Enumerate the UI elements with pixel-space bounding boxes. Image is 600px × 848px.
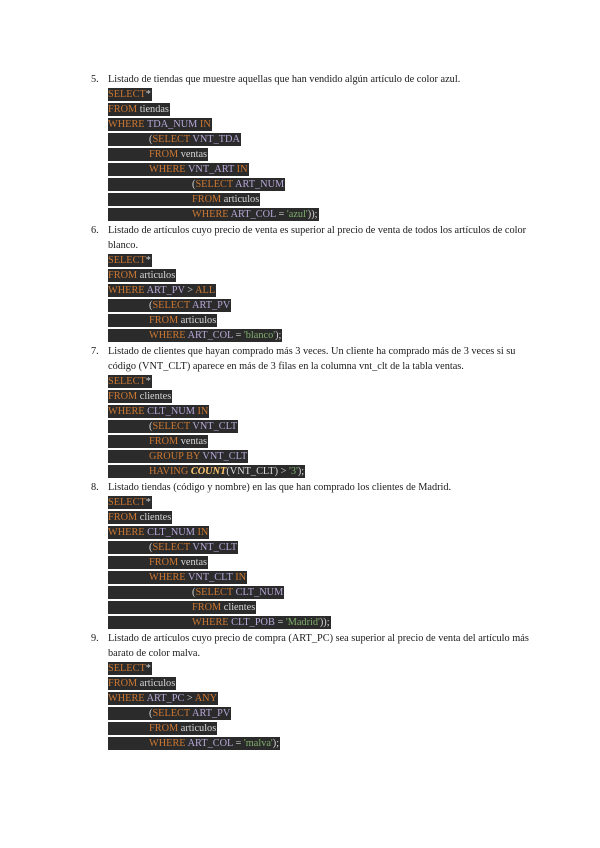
- code-line: [108, 526, 531, 541]
- code-token: FROM: [149, 723, 179, 734]
- code-token: );: [275, 330, 282, 341]
- code-line: [108, 692, 531, 707]
- code-token: SELECT: [108, 497, 146, 508]
- code-line-highlight: [108, 511, 172, 524]
- code-token: (: [149, 708, 153, 719]
- code-line-highlight: [108, 662, 152, 675]
- code-token: VNT_CLT: [190, 542, 238, 553]
- code-token: (VNT_CLT) >: [226, 466, 289, 477]
- code-token: CLT_NUM: [233, 587, 284, 598]
- code-token: FROM: [149, 315, 179, 326]
- code-token: FROM: [108, 104, 138, 115]
- exercise-item: [91, 223, 531, 344]
- code-line-highlight: [108, 299, 231, 312]
- code-line: [108, 299, 531, 314]
- code-line: [108, 496, 531, 511]
- code-line-highlight: [108, 420, 238, 433]
- code-token: ART_COL: [185, 330, 233, 341]
- code-token: clientes: [137, 391, 172, 402]
- code-token: *: [145, 376, 151, 387]
- code-token: (: [149, 542, 153, 553]
- code-line-highlight: [108, 375, 152, 388]
- code-token: VNT_CLT: [185, 572, 233, 583]
- code-token: 'azul': [286, 209, 308, 220]
- code-token: IN: [197, 119, 211, 130]
- code-token: >: [184, 285, 196, 296]
- exercise-description: Listado de artículos cuyo precio de venta es superior al precio de venta de todos los artículos de color blanco.: [108, 225, 527, 251]
- code-line-highlight: [108, 254, 152, 267]
- code-line: [108, 435, 531, 450]
- code-token: WHERE: [108, 527, 145, 538]
- exercise-item: [91, 631, 531, 752]
- code-line-highlight: [108, 405, 209, 418]
- code-token: COUNT: [190, 466, 227, 477]
- code-token: ventas: [178, 436, 208, 447]
- code-token: articulos: [178, 315, 217, 326]
- code-token: '3': [288, 466, 298, 477]
- code-line-highlight: [108, 329, 282, 342]
- exercise-number: 9.: [91, 633, 99, 644]
- code-token: SELECT: [108, 89, 146, 100]
- code-token: *: [145, 89, 151, 100]
- code-token: WHERE: [192, 209, 229, 220]
- code-line: [108, 662, 531, 677]
- exercise-item: [91, 480, 531, 631]
- code-line-highlight: [108, 496, 152, 509]
- code-token: );: [297, 466, 305, 477]
- exercise-description: Listado tiendas (código y nombre) en las que han comprado los clientes de Madrid.: [108, 482, 452, 493]
- exercise-heading: [91, 631, 531, 661]
- code-line: [108, 616, 531, 631]
- code-token: IN: [234, 164, 248, 175]
- code-line: [108, 375, 531, 390]
- code-token: IN: [194, 527, 209, 538]
- code-line-highlight: [108, 208, 319, 221]
- code-token: VNT_TDA: [190, 134, 240, 145]
- code-line-highlight: [108, 133, 241, 146]
- code-line-highlight: [108, 601, 256, 614]
- code-token: *: [145, 663, 151, 674]
- code-line: [108, 405, 531, 420]
- code-line-highlight: [108, 178, 285, 191]
- code-token: IN: [232, 572, 247, 583]
- code-token: *: [145, 255, 151, 266]
- sql-code-block: [108, 88, 531, 223]
- code-token: SELECT: [152, 421, 191, 432]
- code-token: ART_COL: [228, 209, 276, 220]
- code-line: [108, 178, 531, 193]
- exercise-heading: [91, 480, 531, 495]
- code-token: SELECT: [195, 179, 234, 190]
- code-token: CLT_NUM: [144, 406, 195, 417]
- code-token: WHERE: [192, 617, 229, 628]
- code-line-highlight: [108, 737, 280, 750]
- code-line: [108, 707, 531, 722]
- exercise-description: Listado de clientes que hayan comprado más 3 veces. Un cliente ha comprado más de 3 veces si su código (VNT_CLT) aparece en más de 3 filas en la columna vnt_clt de la tabla ventas.: [108, 346, 516, 372]
- exercise-number: 6.: [91, 225, 99, 236]
- code-line: [108, 601, 531, 616]
- code-token: WHERE: [149, 164, 186, 175]
- code-line-highlight: [108, 118, 212, 131]
- code-line-highlight: [108, 450, 248, 463]
- code-token: FROM: [149, 149, 179, 160]
- code-token: FROM: [192, 194, 222, 205]
- code-token: ART_PV: [190, 708, 231, 719]
- code-token: VNT_ART: [185, 164, 235, 175]
- code-token: FROM: [108, 270, 138, 281]
- code-line-highlight: [108, 526, 209, 539]
- code-line-highlight: [108, 707, 231, 720]
- code-token: ART_PC: [144, 693, 185, 704]
- code-token: 'malva': [243, 738, 273, 749]
- code-token: WHERE: [149, 738, 186, 749]
- code-token: SELECT: [195, 587, 234, 598]
- code-line: [108, 193, 531, 208]
- code-token: clientes: [221, 602, 256, 613]
- code-token: ventas: [178, 557, 208, 568]
- code-line: [108, 118, 531, 133]
- code-token: articulos: [137, 270, 176, 281]
- code-token: articulos: [221, 194, 260, 205]
- code-token: WHERE: [108, 406, 145, 417]
- code-token: ALL: [195, 285, 216, 296]
- code-line: [108, 103, 531, 118]
- code-token: ART_PV: [190, 300, 231, 311]
- code-token: SELECT: [108, 255, 146, 266]
- code-token: =: [232, 738, 244, 749]
- code-line-highlight: [108, 269, 176, 282]
- code-line-highlight: [108, 435, 208, 448]
- code-line: [108, 722, 531, 737]
- code-line-highlight: [108, 677, 176, 690]
- code-token: SELECT: [152, 300, 191, 311]
- code-token: FROM: [108, 512, 138, 523]
- code-token: FROM: [192, 602, 222, 613]
- code-token: FROM: [108, 678, 138, 689]
- code-token: SELECT: [152, 134, 191, 145]
- code-token: SELECT: [152, 708, 191, 719]
- code-line: [108, 390, 531, 405]
- code-line-highlight: [108, 314, 217, 327]
- code-token: ART_NUM: [233, 179, 285, 190]
- code-token: (: [192, 587, 196, 598]
- code-line-highlight: [108, 571, 247, 584]
- exercise-number: 8.: [91, 482, 99, 493]
- code-token: );: [272, 738, 280, 749]
- code-line: [108, 163, 531, 178]
- code-line-highlight: [108, 103, 170, 116]
- code-token: ANY: [194, 693, 218, 704]
- code-line: [108, 329, 531, 344]
- code-line: [108, 556, 531, 571]
- exercise-number: 5.: [91, 74, 99, 85]
- code-token: 'blanco': [243, 330, 276, 341]
- code-line: [108, 450, 531, 465]
- code-token: WHERE: [108, 693, 145, 704]
- code-token: VNT_CLT: [190, 421, 238, 432]
- code-line: [108, 465, 531, 480]
- code-token: FROM: [108, 391, 138, 402]
- code-line: [108, 148, 531, 163]
- code-token: (: [192, 179, 196, 190]
- code-token: *: [145, 497, 151, 508]
- exercise-heading: [91, 223, 531, 253]
- code-line: [108, 571, 531, 586]
- exercise-description: Listado de artículos cuyo precio de compra (ART_PC) sea superior al precio de venta del artículo más barato de color malva.: [108, 633, 529, 659]
- code-line-highlight: [108, 692, 218, 705]
- sql-code-block: [108, 496, 531, 631]
- code-line: [108, 269, 531, 284]
- code-token: IN: [194, 406, 209, 417]
- code-line-highlight: [108, 88, 152, 101]
- code-line: [108, 541, 531, 556]
- code-token: WHERE: [149, 572, 186, 583]
- code-token: WHERE: [108, 285, 145, 296]
- code-token: articulos: [178, 723, 217, 734]
- code-token: ));: [307, 209, 318, 220]
- code-token: HAVING: [149, 466, 191, 477]
- code-token: (: [149, 134, 153, 145]
- code-line-highlight: [108, 148, 208, 161]
- code-token: =: [274, 617, 286, 628]
- code-line-highlight: [108, 465, 305, 478]
- code-line-highlight: [108, 722, 217, 735]
- code-token: (: [149, 421, 153, 432]
- code-line-highlight: [108, 193, 260, 206]
- code-line: [108, 314, 531, 329]
- code-token: =: [232, 330, 244, 341]
- code-line-highlight: [108, 556, 208, 569]
- code-token: CLT_NUM: [144, 527, 195, 538]
- code-token: articulos: [137, 678, 176, 689]
- code-token: VNT_CLT: [200, 451, 248, 462]
- code-token: ART_COL: [185, 738, 233, 749]
- code-line: [108, 284, 531, 299]
- code-token: 'Madrid': [285, 617, 320, 628]
- code-line-highlight: [108, 616, 331, 629]
- sql-code-block: [108, 375, 531, 480]
- code-token: SELECT: [108, 663, 146, 674]
- code-token: (: [149, 300, 153, 311]
- code-line: [108, 511, 531, 526]
- code-token: ART_PV: [144, 285, 185, 296]
- code-token: >: [184, 693, 195, 704]
- code-token: tiendas: [137, 104, 169, 115]
- exercise-item: [91, 72, 531, 223]
- exercise-item: [91, 344, 531, 480]
- code-token: SELECT: [152, 542, 191, 553]
- code-line: [108, 737, 531, 752]
- code-token: ));: [319, 617, 330, 628]
- code-token: GROUP BY: [149, 451, 201, 462]
- code-line: [108, 254, 531, 269]
- code-line: [108, 208, 531, 223]
- exercise-heading: [91, 72, 531, 87]
- code-token: WHERE: [149, 330, 186, 341]
- code-token: =: [275, 209, 287, 220]
- sql-code-block: [108, 254, 531, 344]
- sql-code-block: [108, 662, 531, 752]
- code-line: [108, 420, 531, 435]
- code-token: FROM: [149, 436, 179, 447]
- code-line-highlight: [108, 541, 238, 554]
- code-line: [108, 133, 531, 148]
- code-line: [108, 677, 531, 692]
- code-token: ventas: [178, 149, 208, 160]
- code-line-highlight: [108, 390, 172, 403]
- code-line: [108, 586, 531, 601]
- code-token: SELECT: [108, 376, 146, 387]
- exercise-heading: [91, 344, 531, 374]
- code-token: WHERE: [108, 119, 145, 130]
- exercise-number: 7.: [91, 346, 99, 357]
- code-line-highlight: [108, 284, 216, 297]
- code-line-highlight: [108, 163, 249, 176]
- code-token: clientes: [137, 512, 172, 523]
- code-line: [108, 88, 531, 103]
- exercise-description: Listado de tiendas que muestre aquellas que han vendido algún artículo de color azul.: [108, 74, 461, 85]
- code-token: FROM: [149, 557, 179, 568]
- code-token: TDA_NUM: [144, 119, 198, 130]
- code-line-highlight: [108, 586, 284, 599]
- code-token: CLT_POB: [228, 617, 275, 628]
